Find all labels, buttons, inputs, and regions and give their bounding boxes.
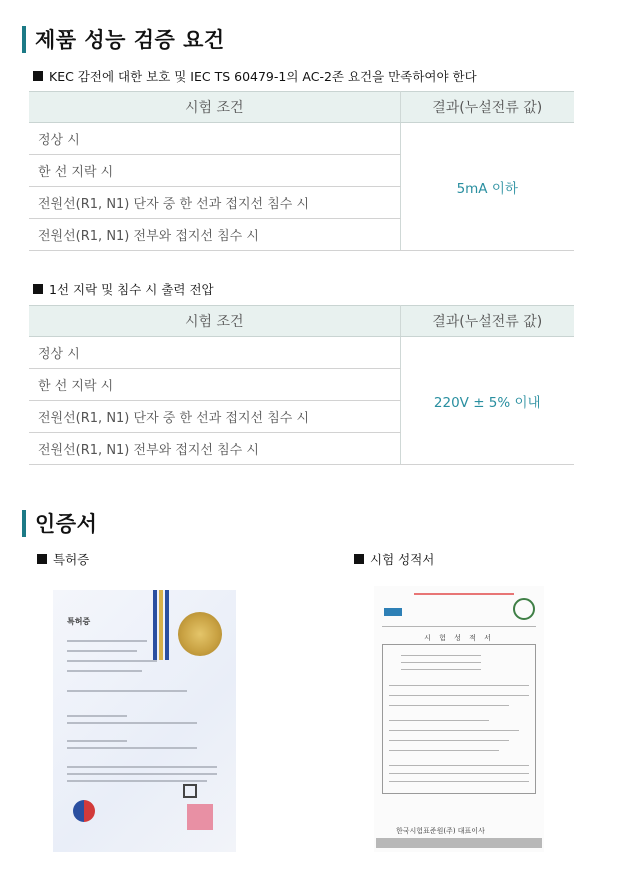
text-line — [401, 662, 481, 663]
square-bullet-icon — [37, 554, 47, 564]
condition-cell: 전원선(R1, N1) 전부와 접지선 침수 시 — [29, 433, 400, 465]
gold-seal-icon — [178, 612, 222, 656]
text-line — [67, 660, 157, 662]
column-header-condition: 시험 조건 — [29, 306, 400, 337]
leakage-current-table — [29, 91, 574, 251]
table-header-row — [29, 306, 574, 337]
text-line — [67, 740, 127, 742]
table-header-row — [29, 92, 574, 123]
condition-cell: 정상 시 — [29, 337, 400, 369]
text-line — [401, 655, 481, 656]
text-line — [389, 781, 529, 782]
column-header-result: 결과(누설전류 값) — [400, 306, 574, 337]
text-line — [67, 773, 217, 775]
report-doc-title: 시 험 성 적 서 — [424, 634, 494, 642]
text-line — [389, 705, 509, 706]
text-line — [389, 695, 529, 696]
divider — [382, 626, 536, 627]
text-line — [67, 722, 197, 724]
condition-cell: 전원선(R1, N1) 단자 중 한 선과 접지선 침수 시 — [29, 401, 400, 433]
official-stamp-icon — [187, 804, 213, 830]
text-line — [67, 650, 137, 652]
patent-label-text: 특허증 — [53, 552, 90, 567]
institute-logo-icon — [384, 608, 402, 616]
condition-cell: 전원선(R1, N1) 전부와 접지선 침수 시 — [29, 219, 400, 251]
title-accent-bar — [22, 26, 26, 53]
qr-code-icon — [183, 784, 197, 798]
text-line — [389, 720, 489, 721]
text-line — [67, 766, 217, 768]
table2-caption — [33, 280, 214, 298]
section-title-certificates — [22, 508, 97, 538]
square-bullet-icon — [33, 284, 43, 294]
condition-cell: 한 선 지락 시 — [29, 369, 400, 401]
condition-cell: 한 선 지락 시 — [29, 155, 400, 187]
report-footer-bar — [376, 838, 542, 848]
report-label — [354, 550, 434, 568]
text-line — [67, 747, 197, 749]
text-line — [389, 765, 529, 766]
korea-taegeuk-logo-icon — [73, 800, 95, 822]
result-cell: 5mA 이하 — [400, 123, 574, 251]
text-line — [67, 780, 207, 782]
patent-doc-title: 특허증 — [67, 617, 91, 626]
header-red-text — [414, 593, 514, 595]
report-label-text: 시험 성적서 — [370, 552, 435, 567]
certification-mark-icon — [513, 598, 535, 620]
square-bullet-icon — [33, 71, 43, 81]
table-row — [29, 123, 574, 155]
test-report-image — [374, 586, 544, 852]
condition-cell: 전원선(R1, N1) 단자 중 한 선과 접지선 침수 시 — [29, 187, 400, 219]
text-line — [67, 670, 142, 672]
condition-cell: 정상 시 — [29, 123, 400, 155]
ribbon-stripe — [159, 590, 163, 660]
table1-caption — [33, 67, 477, 85]
table2-caption-text: 1선 지락 및 침수 시 출력 전압 — [49, 282, 214, 297]
table-row — [29, 337, 574, 369]
text-line — [389, 730, 519, 731]
ribbon-stripe — [153, 590, 157, 660]
square-bullet-icon — [354, 554, 364, 564]
output-voltage-table — [29, 305, 574, 465]
title-accent-bar — [22, 510, 26, 537]
column-header-condition: 시험 조건 — [29, 92, 400, 123]
text-line — [67, 640, 147, 642]
ribbon-stripe — [165, 590, 169, 660]
report-content-box — [382, 644, 536, 794]
text-line — [389, 685, 529, 686]
text-line — [389, 750, 499, 751]
table1-caption-text: KEC 감전에 대한 보호 및 IEC TS 60479-1의 AC-2존 요건을 만족하여야 한다 — [49, 69, 477, 84]
text-line — [389, 740, 509, 741]
text-line — [67, 690, 187, 692]
section-title-performance — [22, 24, 225, 54]
patent-certificate-image — [53, 590, 236, 852]
patent-label — [37, 550, 89, 568]
page-title: 제품 성능 검증 요건 — [35, 28, 225, 52]
column-header-result: 결과(누설전류 값) — [400, 92, 574, 123]
section-heading: 인증서 — [35, 512, 98, 536]
text-line — [401, 669, 481, 670]
text-line — [67, 715, 127, 717]
report-issuer: 한국시험표준원(주) 대표이사 — [396, 827, 485, 835]
result-cell: 220V ± 5% 이내 — [400, 337, 574, 465]
text-line — [389, 773, 529, 774]
